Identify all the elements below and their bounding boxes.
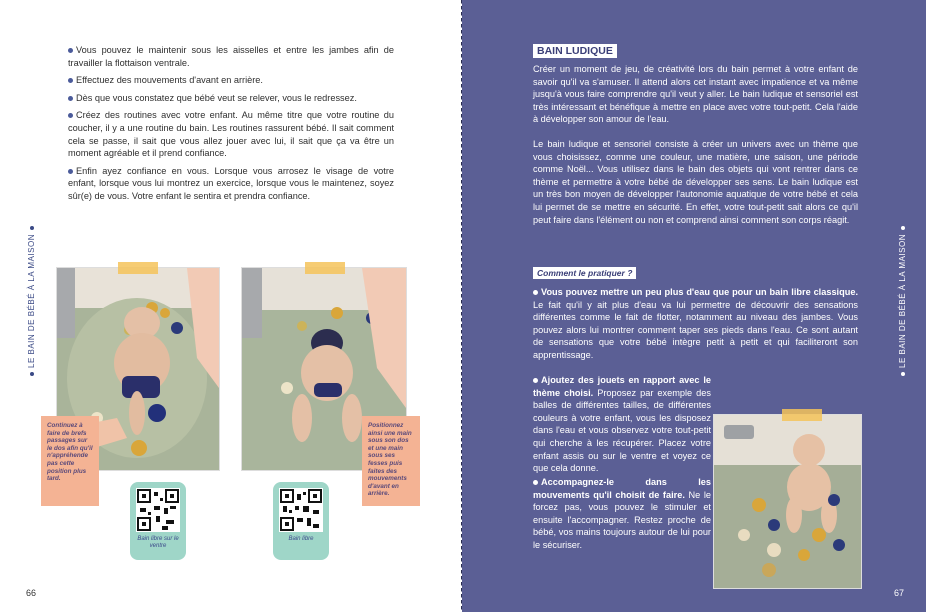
left-page xyxy=(0,0,462,612)
left-bullet-list xyxy=(68,44,394,208)
intro-paragraph: Créer un moment de jeu, de créativité lors du bain permet à votre enfant de savoir qu'il va s'amuser. Il attend alors cet instant avec impatience et va même jusqu'à vous faire comprendre qu'il veut y aller. Le bain ludique et sensoriel est très intéressant et bénéfique à mettre en place avec votre tout-petit. Cela l'aide à développer son amour de l'eau. xyxy=(533,64,858,125)
qr-label: Bain libre xyxy=(288,536,314,542)
photo-tape xyxy=(782,409,822,421)
bullet-item: Créez des routines avec votre enfant. Au même titre que votre routine du coucher, il y a une routine du bain. Les routines rassurent bébé. Il sait comment cela se passe, il sait que vous allez jouer avec lui, il sait que ça va être un moment agréable et il prend confiance. xyxy=(68,110,394,159)
side-running-head-right: LE BAIN DE BÉBÉ À LA MAISON xyxy=(898,222,907,380)
theme-paragraph: Le bain ludique et sensoriel consiste à créer un univers avec un thème que vous choisissez, comme une couleur, une matière, une saison, une période comme Noël... Vous utilisez dans le bain des objets qui vont rentrer dans ce thème et permettre à votre bébé de développer ses sens. Le bain ludique est un très bon moyen de développer l'autonomie aquatique de votre bébé et cela lui permet de se mettre en sécurité. En effet, votre tout-petit sait alors ce qu'il peut faire dans l'élément ou non et comprend ainsi comment son corps réagit. xyxy=(533,139,858,225)
qr-code-icon xyxy=(279,488,323,532)
photo-tape xyxy=(118,262,158,274)
bullet-item: Vous pouvez le maintenir sous les aisselles et entre les jambes afin de travailler la flottaison ventrale. xyxy=(68,45,394,68)
bullet-item: Enfin ayez confiance en vous. Lorsque vous arrosez le visage de votre enfant, lorsque vous lui montrez un exercice, lorsque vous le maintenez, soyez sûr(e) de vous. Votre enfant le sentira et prendra confiance. xyxy=(68,165,394,201)
photo-tape xyxy=(305,262,345,274)
page-number-left: 66 xyxy=(26,588,37,598)
bullet-item: Dès que vous constatez que bébé veut se relever, vous le redressez. xyxy=(68,92,394,105)
qr-card-ventre[interactable] xyxy=(130,482,186,560)
photo-caption-back: Continuez à faire de brefs passages sur le dos afin qu'il n'appréhende pas cette position plus tard. xyxy=(41,416,99,506)
subheading: Comment le pratiquer ? xyxy=(533,267,636,279)
practice-bullet-1: Vous pouvez mettre un peu plus d'eau que pour un bain libre classique. Le fait qu'il y ait plus d'eau va lui permettre de découvrir des sensations différentes comme le fait de flotter, notamment au niveau des jambes. Vous pouvez alors lui montrer comment taper ses pieds dans l'eau. Ce sont autant de sensations que votre bébé intègre petit à petit et qui faciliteront son apprentissage. xyxy=(533,287,858,360)
practice-bullet-2: Ajoutez des jouets en rapport avec le thème choisi. Proposez par exemple des balles de différentes tailles, de différentes couleurs à votre enfant, vous les disposez dans l'eau et vous observez votre tout-petit qui cherche à les récupérer. Placez votre enfant assis ou sur le ventre et voyez ce que cela donne. xyxy=(533,375,711,474)
photo-caption-supported: Positionnez ainsi une main sous son dos et une main sous ses fesses puis faites des mouvements d'avant en arrière. xyxy=(362,416,420,506)
page-number-right: 67 xyxy=(894,588,905,598)
section-title: BAIN LUDIQUE xyxy=(533,44,617,58)
side-running-head-left: LE BAIN DE BÉBÉ À LA MAISON xyxy=(27,222,36,380)
baby-sitting-bath-photo xyxy=(713,414,862,589)
qr-card-libre[interactable] xyxy=(273,482,329,560)
practice-bullet-3: Accompagnez-le dans les mouvements qu'il choisit de faire. Ne le forcez pas, vous pouvez le stimuler et ensuite l'accompagner. Restez proche de bébé, vos mains toujours autour de lui pour le sécuriser. xyxy=(533,477,711,550)
qr-code-icon xyxy=(136,488,180,532)
bullet-item: Effectuez des mouvements d'avant en arrière. xyxy=(68,74,394,87)
qr-label: Bain libre sur le ventre xyxy=(137,536,179,549)
